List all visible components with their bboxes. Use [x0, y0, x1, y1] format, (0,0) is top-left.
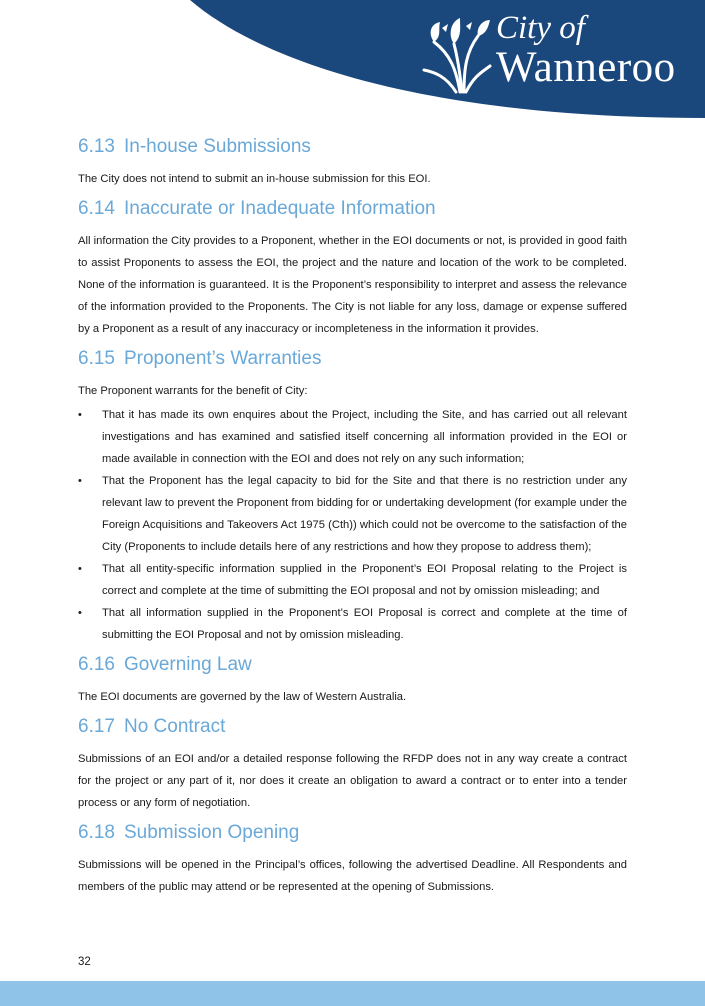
- section-title: Proponent’s Warranties: [123, 348, 322, 369]
- list-item-text: That it has made its own enquires about the Project, including the Site, and has carried out all relevant investigations and has examined and satisfied itself concerning all information provided in the EOI or made available in connection with the EOI and does not rely on any such information;: [102, 409, 627, 465]
- document-body: [78, 134, 627, 898]
- section-paragraph: Submissions will be opened in the Principal’s offices, following the advertised Deadline. All Respondents and members of the public may attend or be represented at the opening of Submissions.: [78, 859, 627, 893]
- bullet-marker: •: [78, 607, 82, 619]
- section-number: 6.13: [78, 136, 115, 157]
- list-item-text: That all entity-specific information supplied in the Proponent’s EOI Proposal relating to the Project is correct and complete at the time of submitting the EOI proposal and not by omission misleading; and: [102, 563, 627, 597]
- logo-text-wanneroo: Wanneroo: [496, 44, 676, 91]
- section-paragraph: The Proponent warrants for the benefit of City:: [78, 385, 308, 397]
- section-title: Inaccurate or Inadequate Information: [123, 198, 436, 219]
- list-item: [78, 470, 627, 558]
- section-paragraph: The City does not intend to submit an in-house submission for this EOI.: [78, 173, 431, 185]
- page-number: 32: [78, 956, 91, 968]
- section-heading: [78, 652, 627, 678]
- section-heading: [78, 714, 627, 740]
- footer-bar: [0, 981, 705, 1006]
- section-number: 6.17: [78, 716, 115, 737]
- section-title: No Contract: [123, 716, 226, 737]
- section-heading: [78, 196, 627, 222]
- section-number: 6.16: [78, 654, 115, 675]
- city-logo: [420, 10, 695, 95]
- section-heading: [78, 820, 627, 846]
- list-item: [78, 558, 627, 602]
- section-paragraph: The EOI documents are governed by the law of Western Australia.: [78, 691, 407, 703]
- section-number: 6.18: [78, 822, 115, 843]
- section-paragraph: Submissions of an EOI and/or a detailed response following the RFDP does not in any way create a contract for the project or any part of it, nor does it create an obligation to award a contract or to enter into a tender process or any form of negotiation.: [78, 753, 627, 809]
- logo-text-city-of: City of: [496, 10, 585, 46]
- bullet-marker: •: [78, 409, 82, 421]
- section-title: Governing Law: [123, 654, 252, 675]
- list-item: [78, 404, 627, 470]
- bullet-marker: •: [78, 475, 82, 487]
- section-number: 6.15: [78, 348, 115, 369]
- section-paragraph: All information the City provides to a Proponent, whether in the EOI documents or not, is provided in good faith to assist Proponents to assess the EOI, the project and the nature and location of the work to be completed. None of the information is guaranteed. It is the Proponent’s responsibility to interpret and assess the relevance of the information provided to the Proponents. The City is not liable for any loss, damage or expense suffered by a Proponent as a result of any inaccuracy or incompleteness in the information it provides.: [78, 235, 627, 335]
- list-item: [78, 602, 627, 646]
- section-title: In-house Submissions: [123, 136, 311, 157]
- list-item-text: That all information supplied in the Proponent’s EOI Proposal is correct and complete at the time of submitting the EOI Proposal and not by omission misleading.: [102, 607, 627, 641]
- section-heading: [78, 134, 627, 160]
- section-number: 6.14: [78, 198, 115, 219]
- bullet-marker: •: [78, 563, 82, 575]
- warranties-list: [78, 404, 627, 646]
- section-heading: [78, 346, 627, 372]
- flower-logo-icon: [420, 14, 492, 94]
- list-item-text: That the Proponent has the legal capacity to bid for the Site and that there is no restriction under any relevant law to prevent the Proponent from bidding for or undertaking development (for example under the Foreign Acquisitions and Takeovers Act 1975 (Cth)) which could not be overcome to the satisfaction of the City (Proponents to include details here of any restrictions and how they propose to address them);: [102, 475, 627, 553]
- section-title: Submission Opening: [123, 822, 300, 843]
